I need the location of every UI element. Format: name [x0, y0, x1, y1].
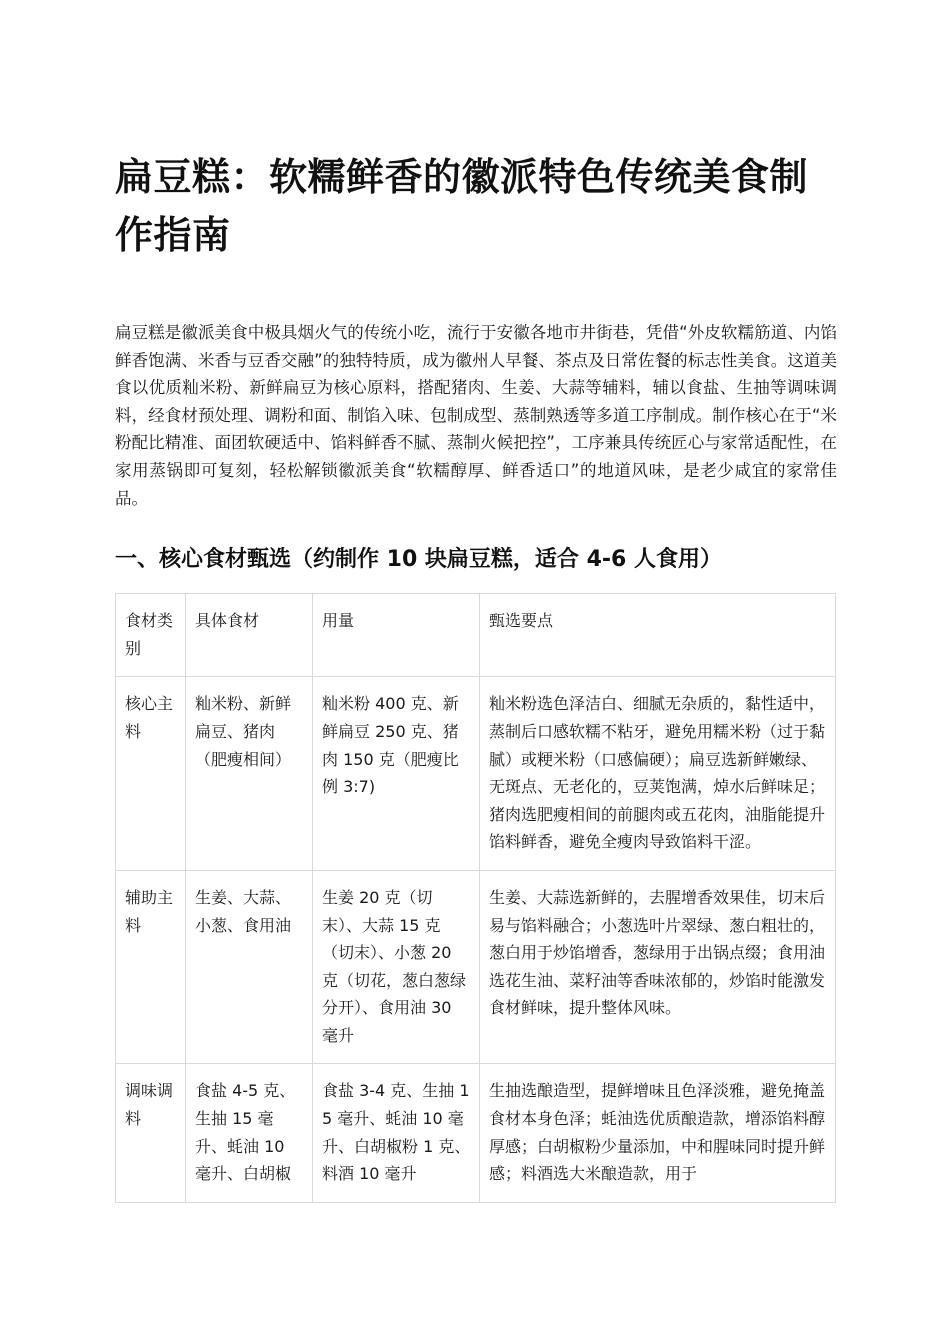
table-row [116, 870, 836, 1064]
cell-category: 核心主料 [116, 677, 186, 871]
cell-notes: 籼米粉选色泽洁白、细腻无杂质的，黏性适中，蒸制后口感软糯不粘牙，避免用糯米粉（过于黏腻）或粳米粉（口感偏硬）；扁豆选新鲜嫩绿、无斑点、无老化的，豆荚饱满，焯水后鲜味足；猪肉选肥瘦相间的前腿肉或五花肉，油脂能提升馅料鲜香，避免全瘦肉导致馅料干涩。 [480, 677, 836, 871]
cell-amount: 生姜 20 克（切末）、大蒜 15 克（切末）、小葱 20 克（切花，葱白葱绿分开）、食用油 30 毫升 [313, 870, 480, 1064]
header-category: 食材类别 [116, 594, 186, 677]
cell-ingredients: 生姜、大蒜、小葱、食用油 [186, 870, 313, 1064]
table-row [116, 1064, 836, 1202]
header-ingredients: 具体食材 [186, 594, 313, 677]
table-header-row [116, 594, 836, 677]
document-page [115, 148, 837, 1203]
page-title: 扁豆糕：软糯鲜香的徽派特色传统美食制作指南 [115, 155, 809, 257]
header-notes: 甄选要点 [480, 594, 836, 677]
intro-paragraph: 扁豆糕是徽派美食中极具烟火气的传统小吃，流行于安徽各地市井街巷，凭借“外皮软糯筋道、内馅鲜香饱满、米香与豆香交融”的独特特质，成为徽州人早餐、茶点及日常佐餐的标志性美食。这道美食以优质籼米粉、新鲜扁豆为核心原料，搭配猪肉、生姜、大蒜等辅料，辅以食盐、生抽等调味调料，经食材预处理、调粉和面、制馅入味、包制成型、蒸制熟透等多道工序制成。制作核心在于“米粉配比精准、面团软硬适中、馅料鲜香不腻、蒸制火候把控”，工序兼具传统匠心与家常适配性，在家用蒸锅即可复刻，轻松解锁徽派美食“软糯醇厚、鲜香适口”的地道风味，是老少咸宜的家常佳品。 [115, 323, 837, 508]
cell-amount: 食盐 3-4 克、生抽 15 毫升、蚝油 10 毫升、白胡椒粉 1 克、料酒 10 毫升 [313, 1064, 480, 1202]
ingredients-table [115, 593, 836, 1203]
header-amount: 用量 [313, 594, 480, 677]
cell-notes: 生姜、大蒜选新鲜的，去腥增香效果佳，切末后易与馅料融合；小葱选叶片翠绿、葱白粗壮的，葱白用于炒馅增香，葱绿用于出锅点缀；食用油选花生油、菜籽油等香味浓郁的，炒馅时能激发食材鲜味，提升整体风味。 [480, 870, 836, 1064]
cell-ingredients: 籼米粉、新鲜扁豆、猪肉（肥瘦相间） [186, 677, 313, 871]
cell-ingredients: 食盐 4-5 克、生抽 15 毫升、蚝油 10 毫升、白胡椒 [186, 1064, 313, 1202]
table-row [116, 677, 836, 871]
section-heading-ingredients: 一、核心食材甄选（约制作 10 块扁豆糕，适合 4-6 人食用） [115, 547, 722, 573]
cell-amount: 籼米粉 400 克、新鲜扁豆 250 克、猪肉 150 克（肥瘦比例 3:7) [313, 677, 480, 871]
cell-category: 辅助主料 [116, 870, 186, 1064]
cell-notes: 生抽选酿造型，提鲜增味且色泽淡雅，避免掩盖食材本身色泽；蚝油选优质酿造款，增添馅料醇厚感；白胡椒粉少量添加，中和腥味同时提升鲜感；料酒选大米酿造款，用于 [480, 1064, 836, 1202]
cell-category: 调味调料 [116, 1064, 186, 1202]
